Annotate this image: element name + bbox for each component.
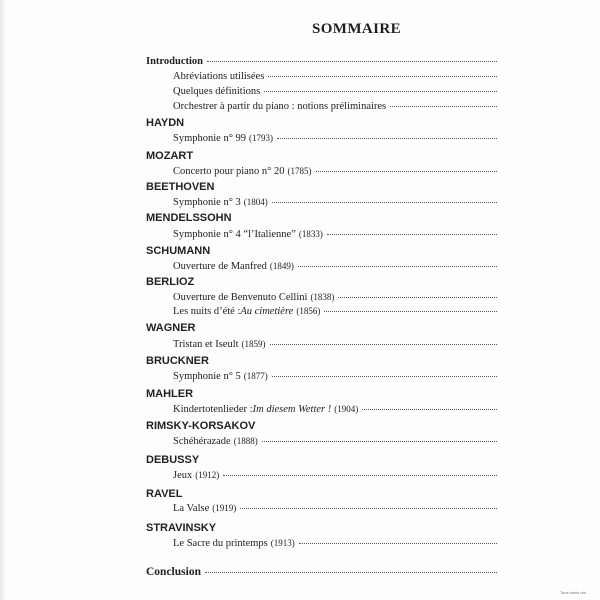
work-title-italic: Im diesem Wetter ! xyxy=(252,404,332,415)
toc-work-entry[interactable] xyxy=(173,503,497,514)
toc-work-entry[interactable] xyxy=(173,261,497,272)
toc-conclusion[interactable] xyxy=(146,566,497,578)
composer-name: BEETHOVEN xyxy=(146,181,215,193)
work-year: (1785) xyxy=(287,166,312,176)
dot-leader xyxy=(270,343,497,345)
page-footer-note: Tous droits rés. xyxy=(560,590,588,595)
composer-name: WAGNER xyxy=(146,322,196,334)
work-year: (1877) xyxy=(243,371,268,381)
toc-work-entry[interactable] xyxy=(173,538,497,549)
work-year: (1888) xyxy=(233,436,258,446)
dot-leader xyxy=(272,201,497,203)
work-year: (1859) xyxy=(241,339,266,349)
dot-leader xyxy=(223,474,497,476)
work-year: (1919) xyxy=(212,503,237,513)
work-title: Tristan et Iseult xyxy=(173,339,239,350)
toc-work-entry[interactable] xyxy=(173,470,497,481)
dot-leader xyxy=(299,542,497,544)
toc-entry-label: Quelques définitions xyxy=(173,86,261,97)
work-year: (1833) xyxy=(298,229,323,239)
toc-composer-beethoven xyxy=(146,181,497,193)
work-title: Concerto pour piano n° 20 xyxy=(173,166,285,177)
work-title: Les nuits d’été : xyxy=(173,306,241,317)
composer-name: STRAVINSKY xyxy=(146,522,217,534)
toc-intro-item[interactable] xyxy=(173,101,497,112)
toc-composer-berlioz xyxy=(146,276,497,288)
work-title: Le Sacre du printemps xyxy=(173,538,268,549)
dot-leader xyxy=(262,440,497,442)
toc-entry-label: Abréviations utilisées xyxy=(173,71,265,82)
work-title: Kindertotenlieder : xyxy=(173,404,253,415)
toc-composer-mahler xyxy=(146,388,497,400)
dot-leader xyxy=(298,265,497,267)
toc-work-entry[interactable] xyxy=(173,197,497,208)
toc-composer-debussy xyxy=(146,454,497,466)
work-title: Symphonie n° 4 “l’Italienne” xyxy=(173,229,296,240)
work-title: La Valse xyxy=(173,503,210,514)
toc-work-entry[interactable] xyxy=(173,292,497,303)
composer-name: BRUCKNER xyxy=(146,355,209,367)
toc-composer-rimsky-korsakov xyxy=(146,420,497,432)
work-title: Jeux xyxy=(173,470,193,481)
work-year: (1838) xyxy=(310,292,335,302)
toc-composer-mozart xyxy=(146,150,497,162)
toc-work-entry[interactable] xyxy=(173,436,497,447)
composer-name: DEBUSSY xyxy=(146,454,200,466)
dot-leader xyxy=(272,375,497,377)
toc-work-entry[interactable] xyxy=(173,339,497,350)
dot-leader xyxy=(338,296,497,298)
work-title: Ouverture de Manfred xyxy=(173,261,267,272)
composer-name: RIMSKY-KORSAKOV xyxy=(146,420,256,432)
dot-leader xyxy=(268,75,497,77)
dot-leader xyxy=(264,90,497,92)
work-title: Symphonie n° 99 xyxy=(173,133,247,144)
toc-composer-wagner xyxy=(146,322,497,334)
work-year: (1804) xyxy=(243,197,268,207)
composer-name: MENDELSSOHN xyxy=(146,212,232,224)
dot-leader xyxy=(207,60,497,62)
dot-leader xyxy=(240,507,497,509)
work-year: (1849) xyxy=(269,261,294,271)
toc-intro-item[interactable] xyxy=(173,71,497,82)
toc-work-entry[interactable] xyxy=(173,166,497,177)
toc-work-entry[interactable] xyxy=(173,306,497,317)
work-title: Schéhérazade xyxy=(173,436,231,447)
work-year: (1856) xyxy=(296,306,321,316)
work-title: Ouverture de Benvenuto Cellini xyxy=(173,292,308,303)
toc-entry-label: Introduction xyxy=(146,56,203,67)
toc-work-entry[interactable] xyxy=(173,404,497,415)
composer-name: MOZART xyxy=(146,150,194,162)
toc-composer-schumann xyxy=(146,245,497,257)
toc-intro-item[interactable] xyxy=(173,86,497,97)
dot-leader xyxy=(327,233,497,235)
work-title-italic: Au cimetière xyxy=(240,306,294,317)
toc-entry-label: Conclusion xyxy=(146,566,201,578)
dot-leader xyxy=(205,571,497,573)
composer-name: RAVEL xyxy=(146,488,183,500)
toc-composer-bruckner xyxy=(146,355,497,367)
toc-work-entry[interactable] xyxy=(173,371,497,382)
toc-composer-haydn xyxy=(146,117,497,129)
work-year: (1912) xyxy=(195,470,220,480)
work-year: (1913) xyxy=(270,538,295,548)
dot-leader xyxy=(277,137,497,139)
work-title: Symphonie n° 3 xyxy=(173,197,241,208)
toc-composer-mendelssohn xyxy=(146,212,497,224)
work-year: (1793) xyxy=(249,133,274,143)
toc-work-entry[interactable] xyxy=(173,229,497,240)
toc-composer-stravinsky xyxy=(146,522,497,534)
page-title: SOMMAIRE xyxy=(312,21,402,37)
composer-name: BERLIOZ xyxy=(146,276,195,288)
toc-entry-label: Orchestrer à partir du piano : notions préliminaires xyxy=(173,101,387,112)
dot-leader xyxy=(324,310,497,312)
dot-leader xyxy=(362,408,497,410)
work-year: (1904) xyxy=(334,404,359,414)
toc-introduction-heading[interactable] xyxy=(146,56,497,67)
dot-leader xyxy=(390,105,497,107)
composer-name: MAHLER xyxy=(146,388,194,400)
composer-name: SCHUMANN xyxy=(146,245,211,257)
composer-name: HAYDN xyxy=(146,117,185,129)
dot-leader xyxy=(316,170,497,172)
work-title: Symphonie n° 5 xyxy=(173,371,241,382)
toc-composer-ravel xyxy=(146,488,497,500)
toc-work-entry[interactable] xyxy=(173,133,497,144)
